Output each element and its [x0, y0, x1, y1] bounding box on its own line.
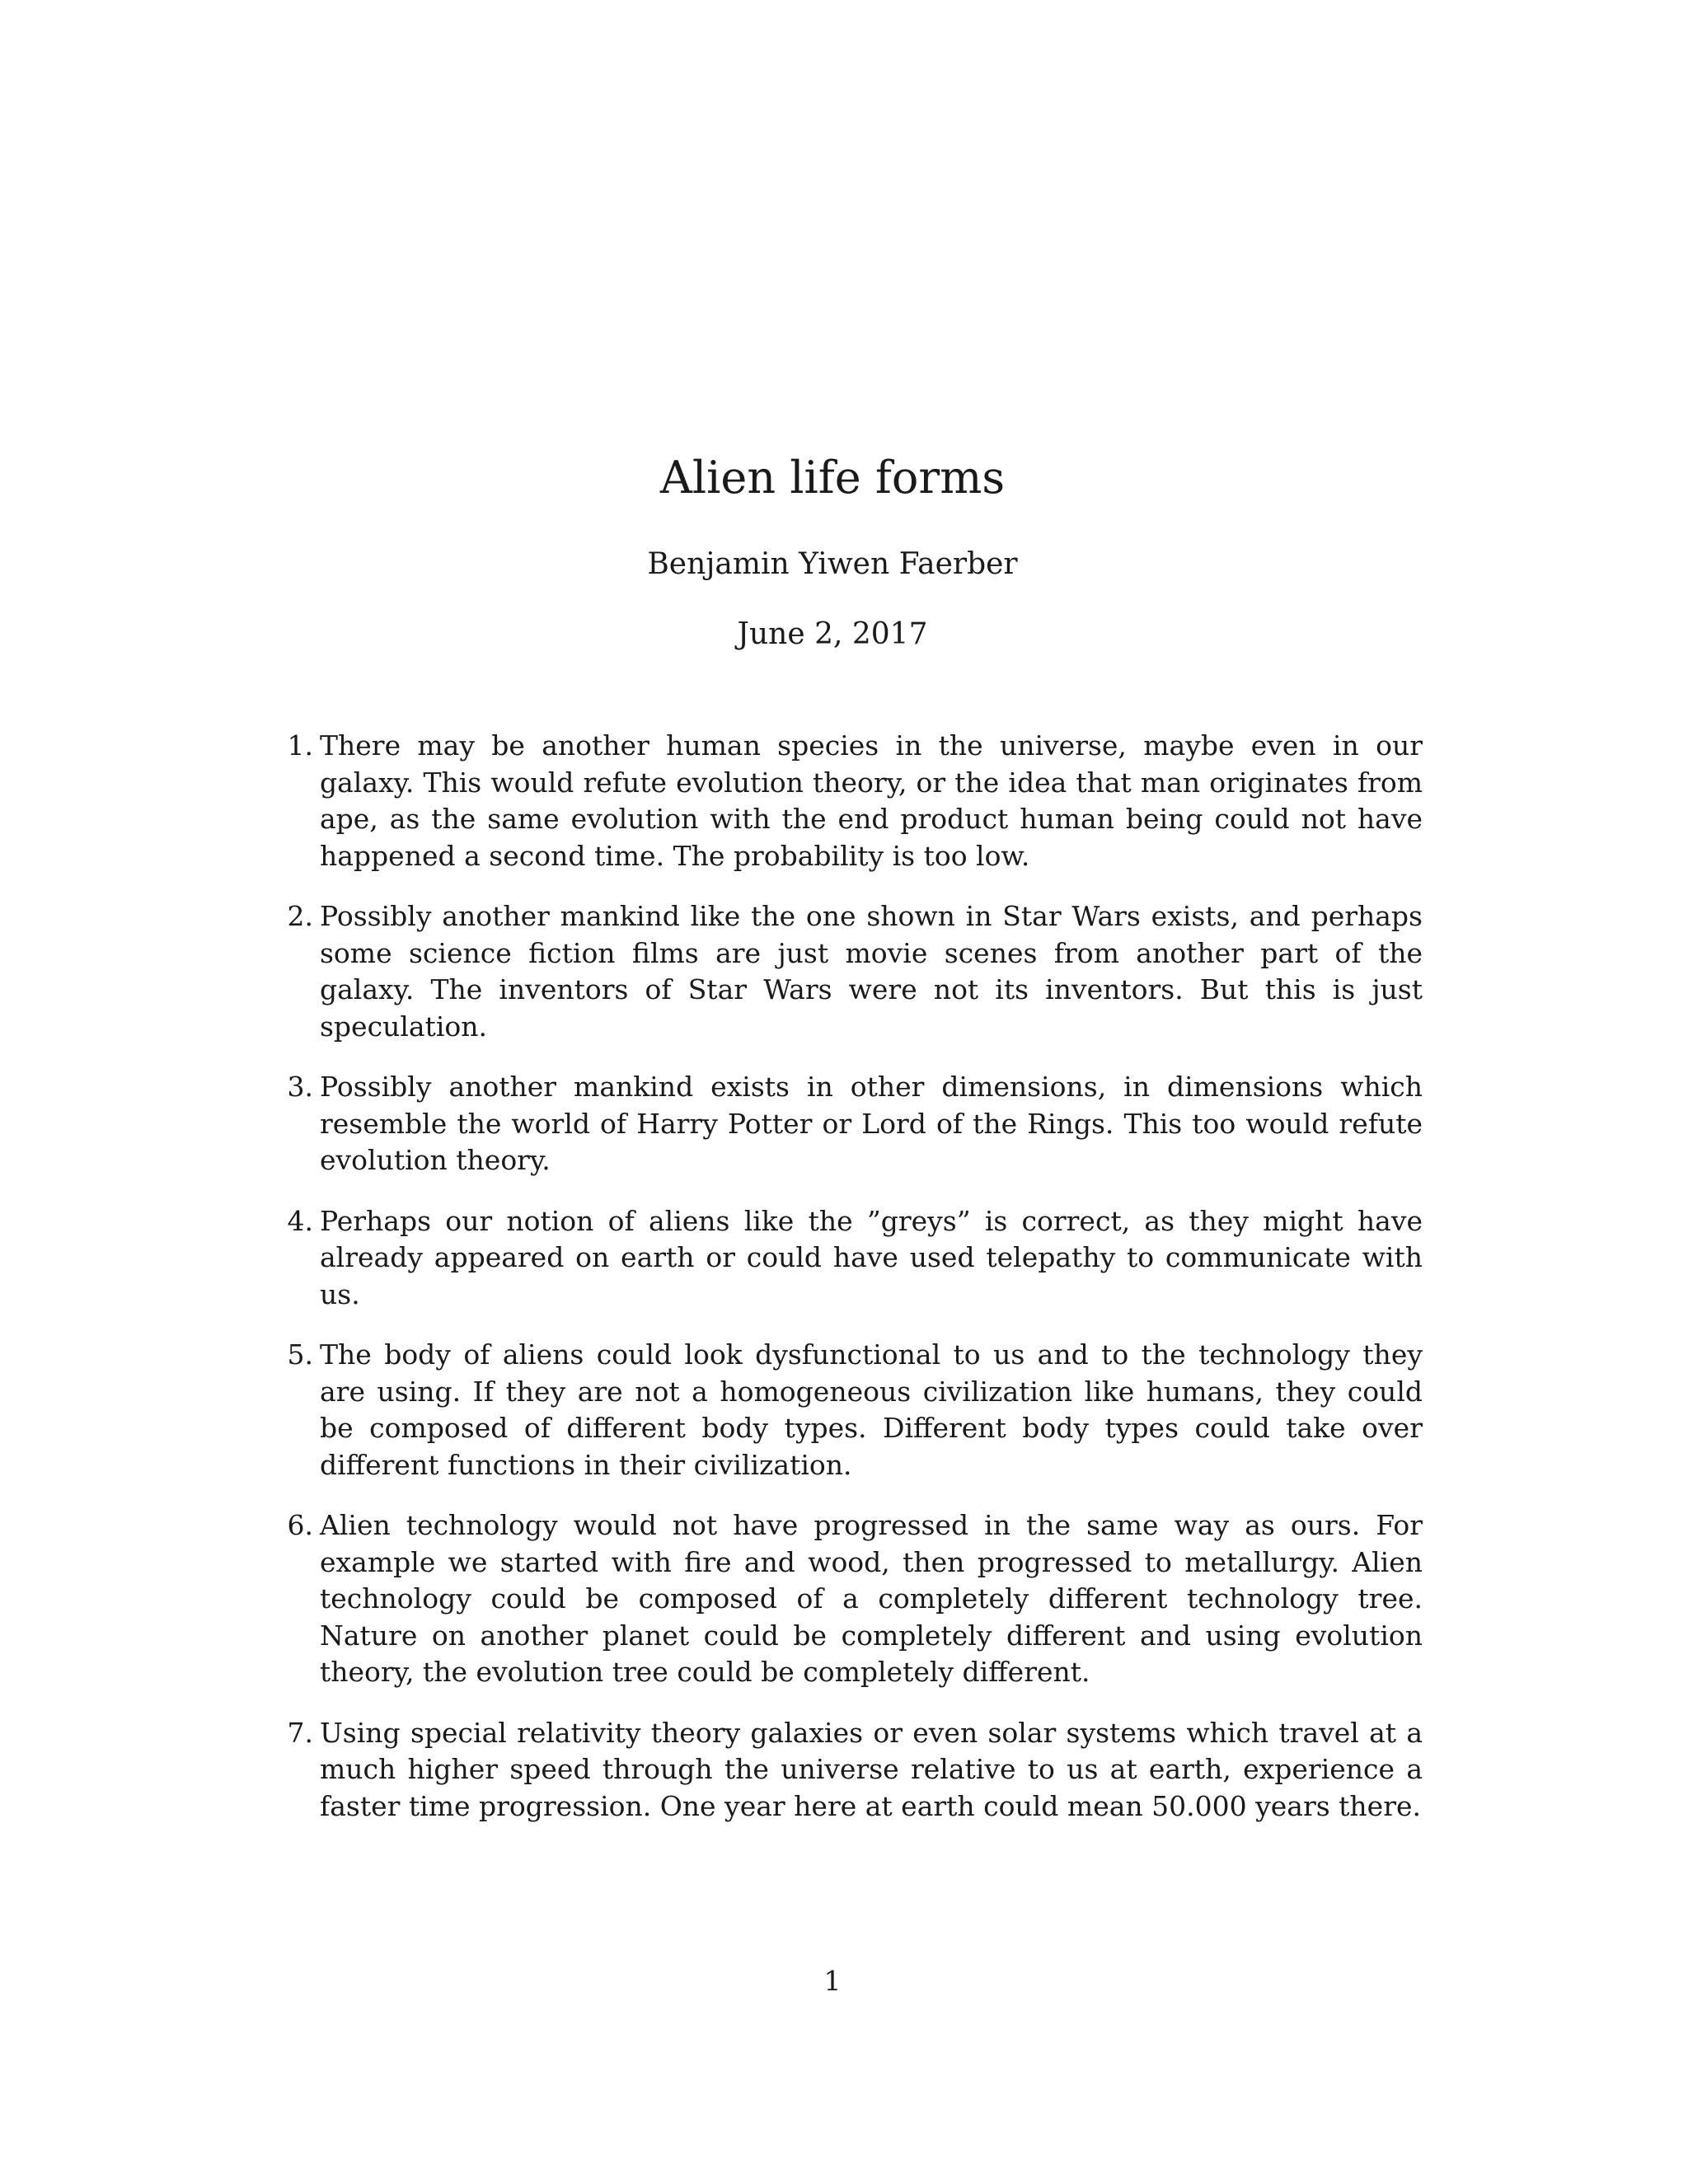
document-author: Benjamin Yiwen Faerber — [647, 547, 1018, 581]
list-item-text: There may be another human species in the universe, maybe even in our galaxy. This would refute evolution theory, or the idea that man originates from ape, as the same evolution with the end product human being could not have happened a second time. The probability is too low. — [320, 729, 1423, 872]
page-number: 1 — [823, 1965, 842, 1997]
list-item — [287, 1337, 1423, 1483]
list-item-number: 5. — [287, 1338, 313, 1371]
list-item-text: Possibly another mankind like the one shown in Star Wars exists, and perhaps some science fiction films are just movie scenes from another part of the galaxy. The inventors of Star Wars were not its inventors. But this is just speculation. — [320, 900, 1423, 1043]
list-item — [287, 1715, 1423, 1825]
list-item-text: The body of aliens could look dysfunctional to us and to the technology they are using. If they are not a homogeneous civilization like humans, they could be composed of different body types. Different body types could take over different functions in their civilization. — [320, 1338, 1423, 1481]
enumerated-list — [287, 728, 1423, 1849]
list-item-number: 3. — [287, 1071, 313, 1103]
list-item — [287, 1507, 1423, 1691]
list-item-number: 6. — [287, 1509, 313, 1541]
list-item — [287, 1203, 1423, 1314]
list-item-text: Using special relativity theory galaxies or even solar systems which travel at a much higher speed through the universe relative to us at earth, experience a faster time progression. One year here at earth could mean 50.000 years there. — [320, 1716, 1423, 1822]
list-item — [287, 728, 1423, 874]
list-item-number: 1. — [287, 729, 313, 762]
list-item — [287, 1069, 1423, 1179]
list-item — [287, 898, 1423, 1045]
list-item-number: 2. — [287, 900, 313, 932]
document-title: Alien life forms — [659, 452, 1006, 504]
list-item-text: Possibly another mankind exists in other dimensions, in dimensions which resemble the world of Harry Potter or Lord of the Rings. This too would refute evolution theory. — [320, 1071, 1423, 1176]
list-item-number: 7. — [287, 1716, 313, 1749]
list-item-text: Perhaps our notion of aliens like the ”greys” is correct, as they might have already appeared on earth or could have used telepathy to communicate with us. — [320, 1204, 1423, 1310]
list-item-text: Alien technology would not have progressed in the same way as ours. For example we started with fire and wood, then progressed to metallurgy. Alien technology could be composed of a completely different technology tree. Nature on another planet could be completely different and using evolution theory, the evolution tree could be completely different. — [320, 1509, 1423, 1688]
document-date: June 2, 2017 — [737, 617, 928, 651]
list-item-number: 4. — [287, 1204, 313, 1237]
